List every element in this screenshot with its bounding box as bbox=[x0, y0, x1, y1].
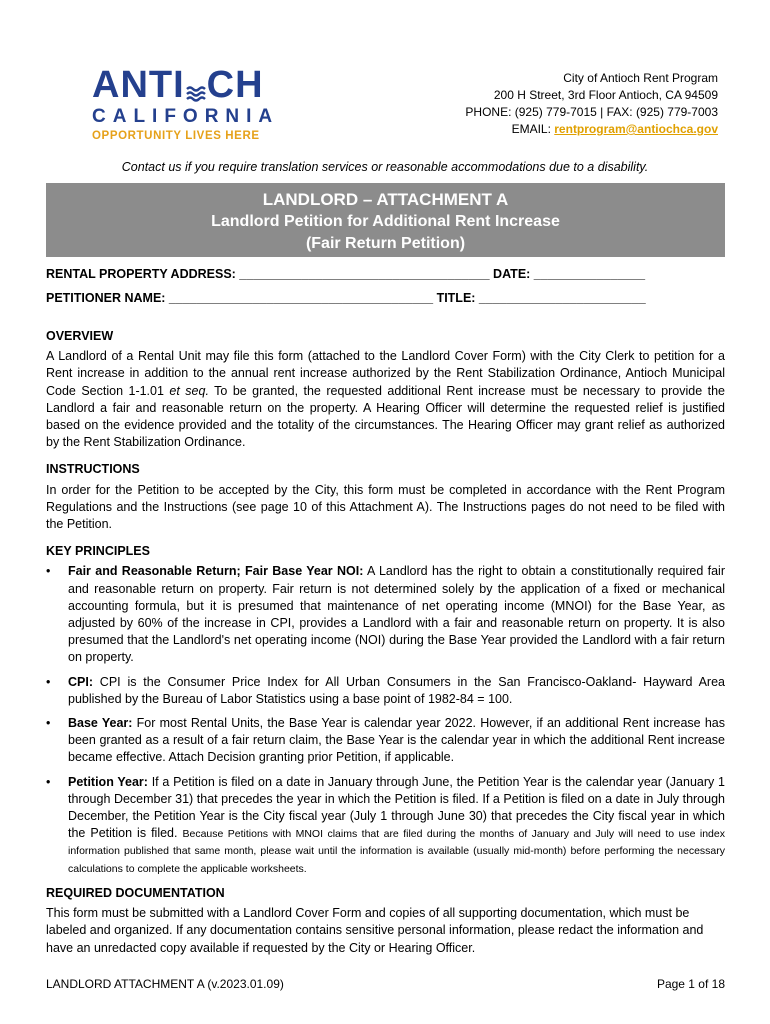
key-principles-list bbox=[46, 563, 725, 876]
email-label: EMAIL: bbox=[511, 122, 551, 136]
list-item: • Base Year: For most Rental Units, the Base Year is calendar year 2022. However, if an additional Rent increase has been granted as a result of a fair return claim, the Base Year is the calendar year in which the additional Rent increase became effective. Attach Decision granting prior Petition, if applicable. bbox=[46, 716, 725, 765]
required-documentation-heading: REQUIRED DOCUMENTATION bbox=[46, 885, 225, 900]
title-line-3: (Fair Return Petition) bbox=[305, 235, 466, 252]
contact-block bbox=[465, 70, 718, 138]
bullet-icon: • bbox=[46, 774, 51, 789]
title-line-1: LANDLORD – ATTACHMENT A bbox=[262, 190, 509, 209]
logo-text-left: ANTI bbox=[92, 64, 185, 106]
page-number: Page 1 of 18 bbox=[656, 977, 725, 991]
bullet-icon: • bbox=[46, 716, 51, 731]
org-name: City of Antioch Rent Program bbox=[563, 71, 718, 85]
form-version: LANDLORD ATTACHMENT A (v.2023.01.09) bbox=[46, 977, 284, 991]
antioch-logo bbox=[92, 66, 282, 142]
list-item: • Fair and Reasonable Return; Fair Base Year NOI: A Landlord has the right to obtain a constitutionally required fair and reasonable return on property. Fair return is not determined solely by the application of a fixed or mechanical accounting formula, but it is presumed that maintenance of net operating income (MNOI) for the Base Year, as adjusted by 60% of the increase in CPI, provides a Landlord with a fair and reasonable return on property. It is also presumed that the Landlord's net operating income (NOI) during the Base Year provided the Landlord with a fair return on property. bbox=[46, 564, 725, 665]
overview-heading: OVERVIEW bbox=[46, 329, 114, 343]
email-link[interactable]: rentprogram@antiochca.gov bbox=[554, 122, 718, 136]
logo-wordmark bbox=[92, 66, 282, 104]
property-address-date-line[interactable]: RENTAL PROPERTY ADDRESS: ____________________________________ DATE: ________________ bbox=[46, 267, 646, 281]
bullet-icon: • bbox=[46, 564, 51, 579]
phone-fax: PHONE: (925) 779-7015 | FAX: (925) 779-7003 bbox=[465, 105, 718, 119]
petitioner-name-title-line[interactable]: PETITIONER NAME: ______________________________________ TITLE: ________________________ bbox=[46, 291, 646, 305]
email-row bbox=[465, 121, 718, 138]
main-content bbox=[46, 328, 725, 967]
accommodation-notice: Contact us if you require translation services or reasonable accommodations due to a disability. bbox=[121, 160, 649, 174]
instructions-heading: INSTRUCTIONS bbox=[46, 462, 140, 477]
title-banner bbox=[46, 183, 725, 257]
overview-text: A Landlord of a Rental Unit may file this form (attached to the Landlord Cover Form) with the City Clerk to petition for a Rent increase in addition to the annual rent increase authorized by the Rent Stabilization Ordinance, Antioch Municipal Code Section 1-1.01 et seq. To be granted, the requested additional Rent increase must be necessary to provide the Landlord a fair and reasonable return on the property. A Hearing Officer will determine the requested relief is justified based on the evidence provided and the totality of the circumstances. The Hearing Officer may grant relief as authorized by the Rent Stabilization Ordinance. bbox=[46, 349, 725, 450]
instructions-text: In order for the Petition to be accepted by the City, this form must be completed in accordance with the Rent Program Regulations and the Instructions (see page 10 of this Attachment A). The Instructions pages do not need to be filed with the Petition. bbox=[46, 482, 725, 532]
logo-text-right: CH bbox=[206, 64, 264, 106]
list-item: • CPI: CPI is the Consumer Price Index for All Urban Consumers in the San Francisco-Oakland- Hayward Area published by the Bureau of Labor Statistics using a base point of 1982-84 = 100. bbox=[46, 674, 725, 706]
logo-subtitle: CALIFORNIA bbox=[92, 106, 280, 127]
org-address: 200 H Street, 3rd Floor Antioch, CA 94509 bbox=[493, 88, 718, 102]
water-wave-icon bbox=[186, 70, 206, 104]
title-line-2: Landlord Petition for Additional Rent Increase bbox=[211, 213, 560, 230]
bullet-icon: • bbox=[46, 674, 51, 689]
list-item: • Petition Year: If a Petition is filed on a date in January through June, the Petition Year is the calendar year (January 1 through December 31) that precedes the year in which the Petition is filed. If a Petition is filed on a date in July through December, the Petition Year is the City fiscal year (July 1 through June 30) that precedes the City fiscal year in which the Petition is filed. Because Petitions with MNOI claims that are filed during the months of January and July will need to use index information published that same month, please wait until the information is available (usually mid-month) before performing the necessary calculations to complete the applicable worksheets. bbox=[46, 774, 725, 875]
logo-tagline: OPPORTUNITY LIVES HERE bbox=[92, 130, 260, 142]
key-principles-heading: KEY PRINCIPLES bbox=[46, 544, 150, 559]
required-documentation-text: This form must be submitted with a Landlord Cover Form and copies of all supporting documentation, which must be labeled and organized. If any documentation contains sensitive personal information, please redact the information and have an unredacted copy available if requested by the City or Hearing Officer. bbox=[46, 906, 704, 955]
